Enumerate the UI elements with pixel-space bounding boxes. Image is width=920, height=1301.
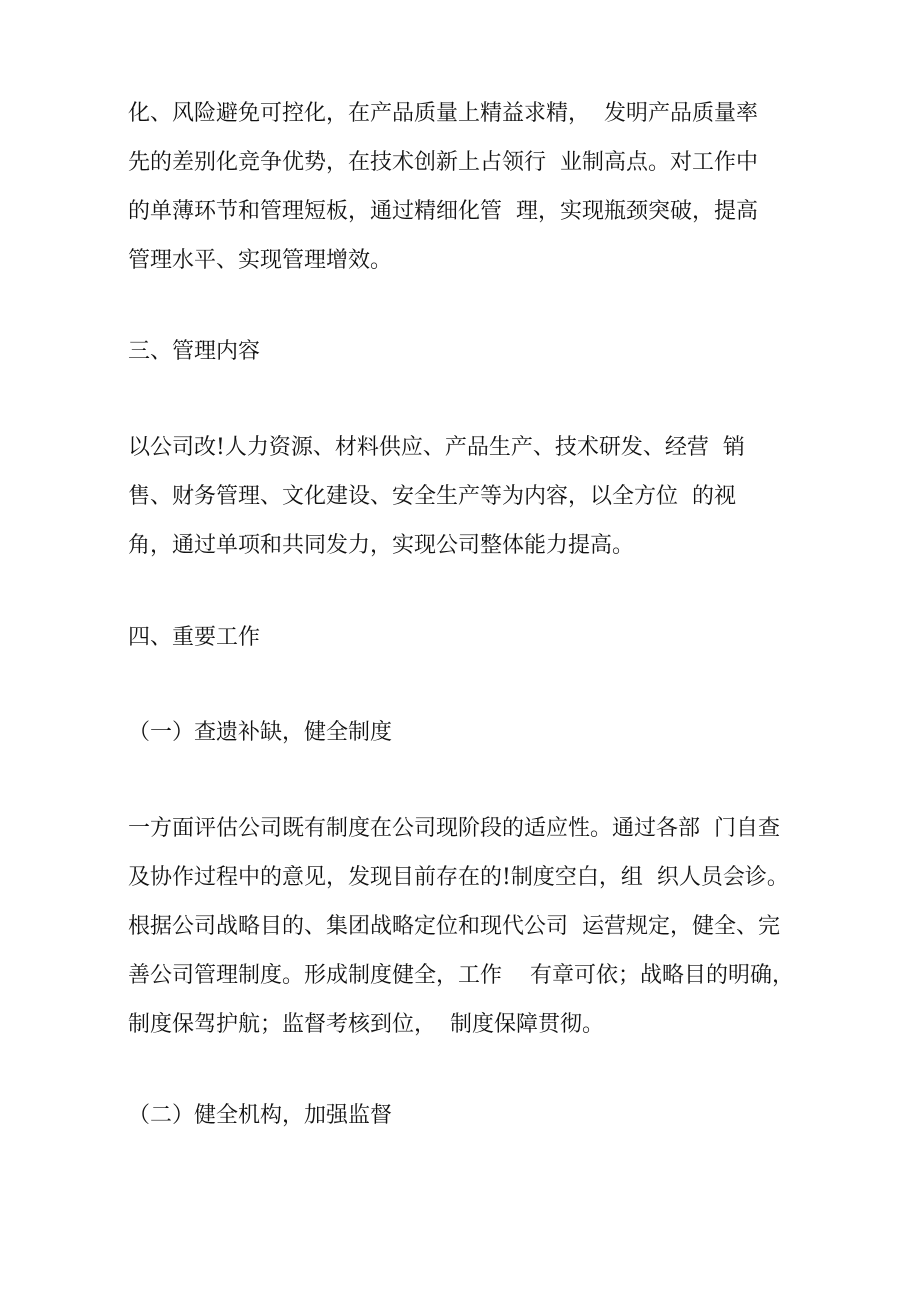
- section-heading: 三、管理内容: [128, 339, 261, 364]
- paragraph-line: 角，通过单项和共同发力，实现公司整体能力提高。: [128, 533, 635, 558]
- paragraph-line: 制度保驾护航；监督考核到位， 制度保障贯彻。: [128, 1012, 604, 1037]
- paragraph-line: 化、风险避免可控化，在产品质量上精益求精， 发明产品质量率: [128, 101, 758, 126]
- paragraph-line: 以公司改!人力资源、材料供应、产品生产、技术研发、经营 销: [128, 435, 745, 460]
- paragraph-line: 先的差别化竞争优势，在技术创新上占领行 业制高点。对工作中: [128, 150, 758, 175]
- paragraph-line: 善公司管理制度。形成制度健全，工作 有章可依；战略目的明确，: [128, 963, 794, 988]
- subsection-heading: （二）健全机构，加强监督: [128, 1103, 393, 1128]
- subsection-heading: （一）查遗补缺，健全制度: [128, 720, 393, 745]
- paragraph-line: 的单薄环节和管理短板，通过精细化管 理，实现瓶颈突破，提高: [128, 199, 758, 224]
- section-heading: 四、重要工作: [128, 625, 261, 650]
- paragraph-line: 根据公司战略目的、集团战略定位和现代公司 运营规定，健全、完: [128, 914, 780, 939]
- paragraph-line: 管理水平、实现管理增效。: [128, 248, 393, 273]
- paragraph-line: 售、财务管理、文化建设、安全生产等为内容，以全方位 的视: [128, 484, 736, 509]
- paragraph-line: 一方面评估公司既有制度在公司现阶段的适应性。通过各部 门自查: [128, 816, 780, 841]
- paragraph-line: 及协作过程中的意见，发现目前存在的!制度空白，组 织人员会诊。: [128, 865, 789, 890]
